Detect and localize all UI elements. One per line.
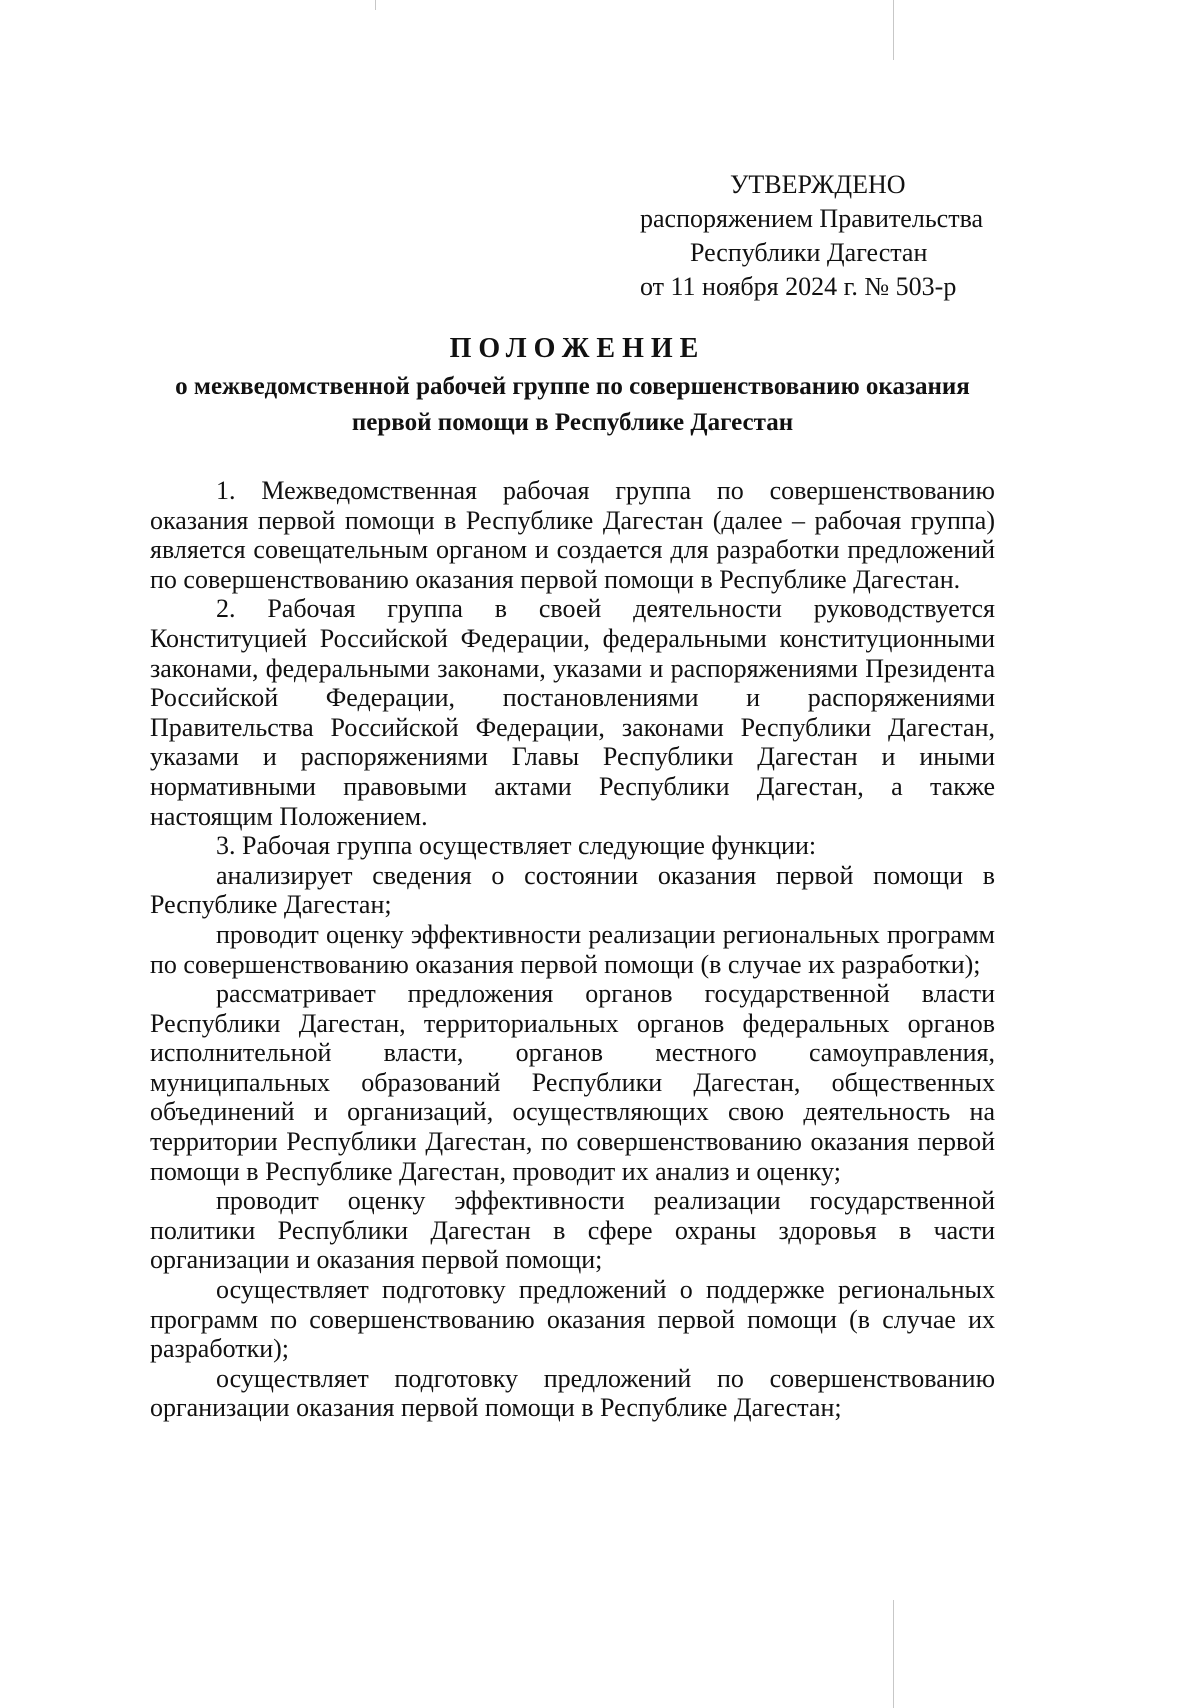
approval-line-1: распоряжением Правительства	[640, 204, 984, 233]
scan-artifact	[893, 0, 894, 60]
function-item: анализирует сведения о состоянии оказания первой помощи в Республике Дагестан;	[150, 860, 995, 920]
paragraph-2: 2. Рабочая группа в своей деятельности руководствуется Конституцией Российской Федерации, федеральными конституционными законами, федеральными законами, указами и распоряжениями Президента Российской Федерации, постановлениями и распоряжениями Правительства Российской Федерации, законами Республики Дагестан, указами и распоряжениями Главы Республики Дагестан и иными нормативными правовыми актами Республики Дагестан, а также настоящим Положением.	[150, 594, 995, 831]
approval-line-3: от 11 ноября 2024 г. № 503-р	[640, 272, 957, 301]
document-title: ПОЛОЖЕНИЕ	[449, 333, 706, 364]
document-subtitle-line-1: о межведомственной рабочей группе по совершенствованию оказания	[175, 373, 970, 400]
function-item: рассматривает предложения органов государственной власти Республики Дагестан, территориальных органов федеральных органов исполнительной власти, органов местного самоуправления, муниципальных образований Республики Дагестан, общественных объединений и организаций, осуществляющих свою деятельность на территории Республики Дагестан, по совершенствованию оказания первой помощи в Республике Дагестан, проводит их анализ и оценку;	[150, 979, 995, 1186]
function-item: проводит оценку эффективности реализации государственной политики Республики Дагестан в сфере охраны здоровья в части организации и оказания первой помощи;	[150, 1186, 995, 1275]
approval-line-2: Республики Дагестан	[690, 238, 928, 267]
paragraph-3: 3. Рабочая группа осуществляет следующие функции:	[216, 831, 817, 861]
approval-block	[640, 168, 1000, 304]
function-item: осуществляет подготовку предложений о поддержке региональных программ по совершенствованию оказания первой помощи (в случае их разработки);	[150, 1275, 995, 1364]
paragraph-1: 1. Межведомственная рабочая группа по совершенствованию оказания первой помощи в Республике Дагестан (далее – рабочая группа) является совещательным органом и создается для разработки предложений по совершенствованию оказания первой помощи в Республике Дагестан.	[150, 476, 995, 594]
function-item: проводит оценку эффективности реализации региональных программ по совершенствованию оказания первой помощи (в случае их разработки);	[150, 919, 995, 979]
scan-artifact	[375, 0, 376, 10]
document-subtitle-line-2: первой помощи в Республике Дагестан	[351, 409, 794, 436]
document-heading	[150, 330, 995, 440]
scan-artifact	[893, 1600, 894, 1708]
function-item: осуществляет подготовку предложений по совершенствованию организации оказания первой помощи в Республике Дагестан;	[150, 1363, 995, 1423]
approval-title: УТВЕРЖДЕНО	[730, 170, 906, 199]
document-body	[150, 476, 995, 1423]
